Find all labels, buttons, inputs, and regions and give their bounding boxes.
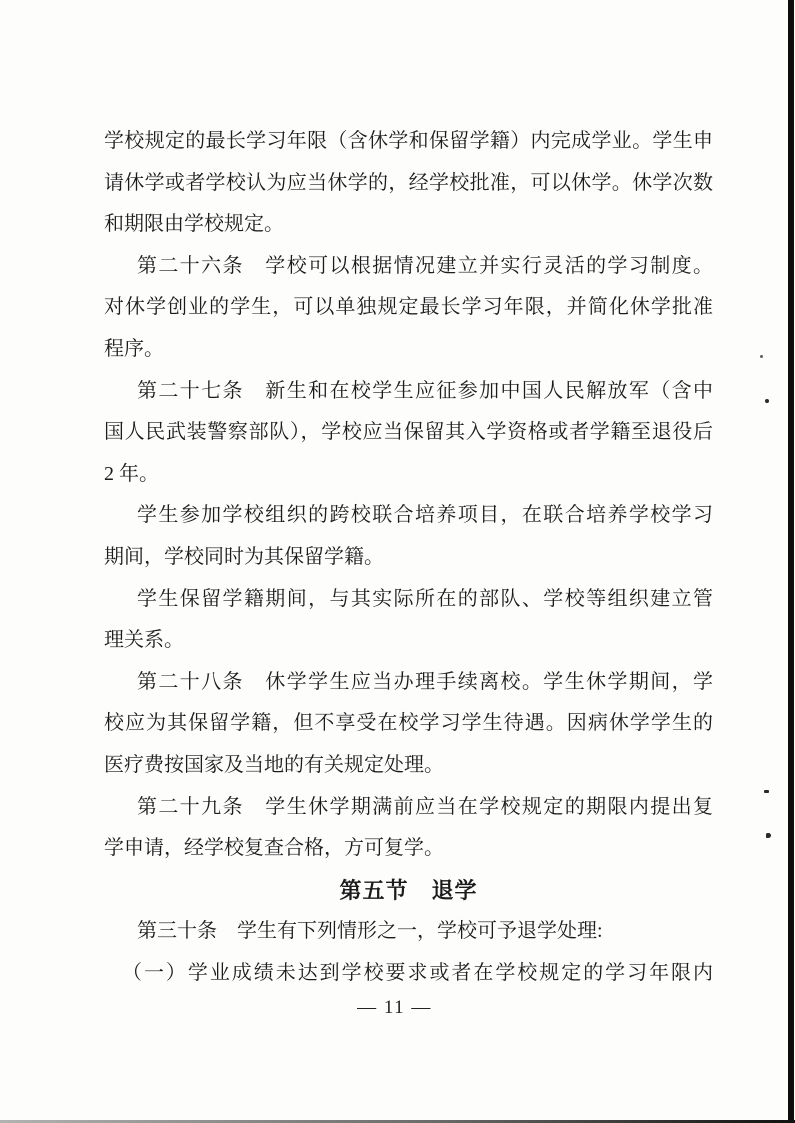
article-27-line-1: 第二十七条 新生和在校学生应征参加中国人民解放军（含中 <box>137 379 713 402</box>
article-28-line-3: 医疗费按国家及当地的有关规定处理。 <box>104 753 444 776</box>
page-number: — 11 — <box>357 997 432 1018</box>
article-29-line-1: 第二十九条 学生休学期满前应当在学校规定的期限内提出复 <box>137 795 713 818</box>
scan-edge-right <box>788 0 794 1123</box>
article-30-line-1: 第三十条 学生有下列情形之一，学校可予退学处理: <box>137 920 603 943</box>
body-line-3: 和期限由学校规定。 <box>104 213 284 236</box>
section-5-heading: 第五节 退学 <box>339 877 478 903</box>
article-29-line-2: 学申请，经学校复查合格，方可复学。 <box>104 837 444 860</box>
document-text-block <box>104 121 713 994</box>
article-28-line-2: 校应为其保留学籍，但不享受在校学习学生待遇。因病休学学生的 <box>104 712 713 735</box>
ink-speck <box>760 355 763 358</box>
article-27-para-3-line-2: 理关系。 <box>104 629 184 652</box>
article-28-line-1: 第二十八条 休学学生应当办理手续离校。学生休学期间，学 <box>137 670 713 693</box>
body-line-1: 学校规定的最长学习年限（含休学和保留学籍）内完成学业。学生申 <box>104 130 713 152</box>
body-line-2: 请休学或者学校认为应当休学的，经学校批准，可以休学。休学次数 <box>104 171 713 194</box>
article-27-para-2-line-2: 期间，学校同时为其保留学籍。 <box>104 545 384 568</box>
article-26-line-3: 程序。 <box>104 337 164 360</box>
ink-speck <box>766 833 771 838</box>
article-26-line-2: 对休学创业的学生，可以单独规定最长学习年限，并简化休学批准 <box>104 296 713 319</box>
article-27-line-2: 国人民武装警察部队），学校应当保留其入学资格或者学籍至退役后 <box>104 421 713 444</box>
article-27-para-2-line-1: 学生参加学校组织的跨校联合培养项目，在联合培养学校学习 <box>137 504 713 527</box>
article-26-line-1: 第二十六条 学校可以根据情况建立并实行灵活的学习制度。 <box>137 254 713 277</box>
article-27-para-3-line-1: 学生保留学籍期间，与其实际所在的部队、学校等组织建立管 <box>137 587 713 610</box>
ink-speck <box>765 399 769 403</box>
article-27-line-3: 2 年。 <box>104 462 159 485</box>
ink-speck <box>764 790 769 793</box>
article-30-item-1-line: （一）学业成绩未达到学校要求或者在学校规定的学习年限内 <box>122 961 713 984</box>
